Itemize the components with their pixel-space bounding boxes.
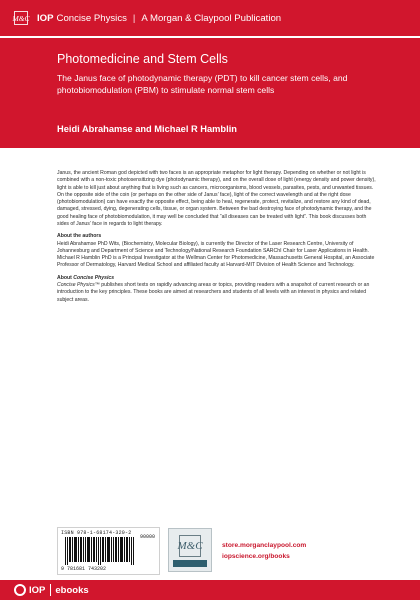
ebooks-label: ebooks <box>55 584 89 596</box>
series-bar-row <box>14 10 281 26</box>
about-series-heading-title: Concise Physics <box>73 274 115 281</box>
iopscience-link[interactable]: iopscience.org/books <box>222 553 290 560</box>
about-series-heading-prefix: About <box>57 274 74 281</box>
footer-divider <box>50 584 51 596</box>
isbn-barcode <box>57 527 160 575</box>
morgan-claypool-logo-icon: M&C <box>14 11 28 25</box>
iop-circle-icon <box>14 584 26 596</box>
about-series-text <box>57 282 377 304</box>
isbn-number: ISBN 978-1-68174-320-2 <box>61 530 132 536</box>
series-bar-separator: | <box>132 12 136 24</box>
price-code: 90000 <box>140 534 156 540</box>
store-link[interactable]: store.morganclaypool.com <box>222 542 307 549</box>
series-bar <box>0 0 420 36</box>
blurb-paragraph: Janus, the ancient Roman god depicted with two faces is an appropriate metaphor for light therapy. Depending on whether or not light is combined with a non-toxic photosensitizing dye (photodynamic therapy), and on the overall dose of light (energy density and power density), light is able to kill just about anything that is living such as cancers, microorganisms, blood vessels, parasites, pests, and unwanted tissues. On the opposite side of the coin (or perhaps on the other side of Janus’ face), light of the correct wavelength and at the right dose (photobiomodulation) can have exactly the opposite effect, being able to heal, regenerate, protect, revitalize, and restore any kind of dead, damaged, stressed, dying, degenerating cells, tissue, or organ system. Between the bad destroying face of photodynamic therapy, and the good healing face of photobiomodulation, it may well be concluded that “all diseases can be treated with light”. This book discusses both sides of Janus’ face in regards to light therapy. <box>57 170 376 227</box>
morgan-claypool-seal <box>168 528 212 572</box>
seal-band <box>173 560 207 567</box>
publisher-links <box>222 540 306 562</box>
footer-bar <box>0 580 420 600</box>
about-authors-heading: About the authors <box>57 233 102 240</box>
about-series-body: ™ publishes short texts on rapidly advancing areas or topics, providing readers with a snapshot of current research or an introduction to the key principles. These books are aimed at researchers and students of all levels with an interest in physics and related subject areas. <box>57 281 370 303</box>
series-name: Concise Physics <box>56 12 127 24</box>
book-subtitle: The Janus face of photodynamic therapy (PDT) to kill cancer stem cells, and photobiomodulation (PBM) to stimulate normal stem cells <box>57 73 348 96</box>
iop-label: IOP <box>37 12 54 24</box>
back-cover-text <box>57 170 377 304</box>
iop-brand: IOP <box>29 584 46 596</box>
about-series-heading <box>57 275 377 282</box>
about-authors-text: Heidi Abrahamse PhD Wits, (Biochemistry, Molecular Biology), is currently the Director of the Laser Research Centre, University of Johannesburg and Department of Science and Technology/National Research Foundation SARChI Chair for Laser Applications in Health. Michael R Hamblin PhD is a Principal Investigator at the Wellman Center for Photomedicine, Massachusetts General Hospital, an Associate Professor of Dermatology, Harvard Medical School and affiliated faculty at Harvard-MIT Division of Health Science and Technology. <box>57 240 375 269</box>
barcode-icon <box>65 537 137 565</box>
footer-brand <box>14 584 89 596</box>
seal-monogram-icon: M&C <box>179 535 201 557</box>
book-title: Photomedicine and Stem Cells <box>57 52 228 66</box>
barcode-digits: 9 781681 743202 <box>61 566 107 572</box>
book-authors: Heidi Abrahamse and Michael R Hamblin <box>57 124 237 134</box>
about-series-lead: Concise Physics <box>57 281 95 288</box>
publication-line: A Morgan & Claypool Publication <box>141 12 282 24</box>
